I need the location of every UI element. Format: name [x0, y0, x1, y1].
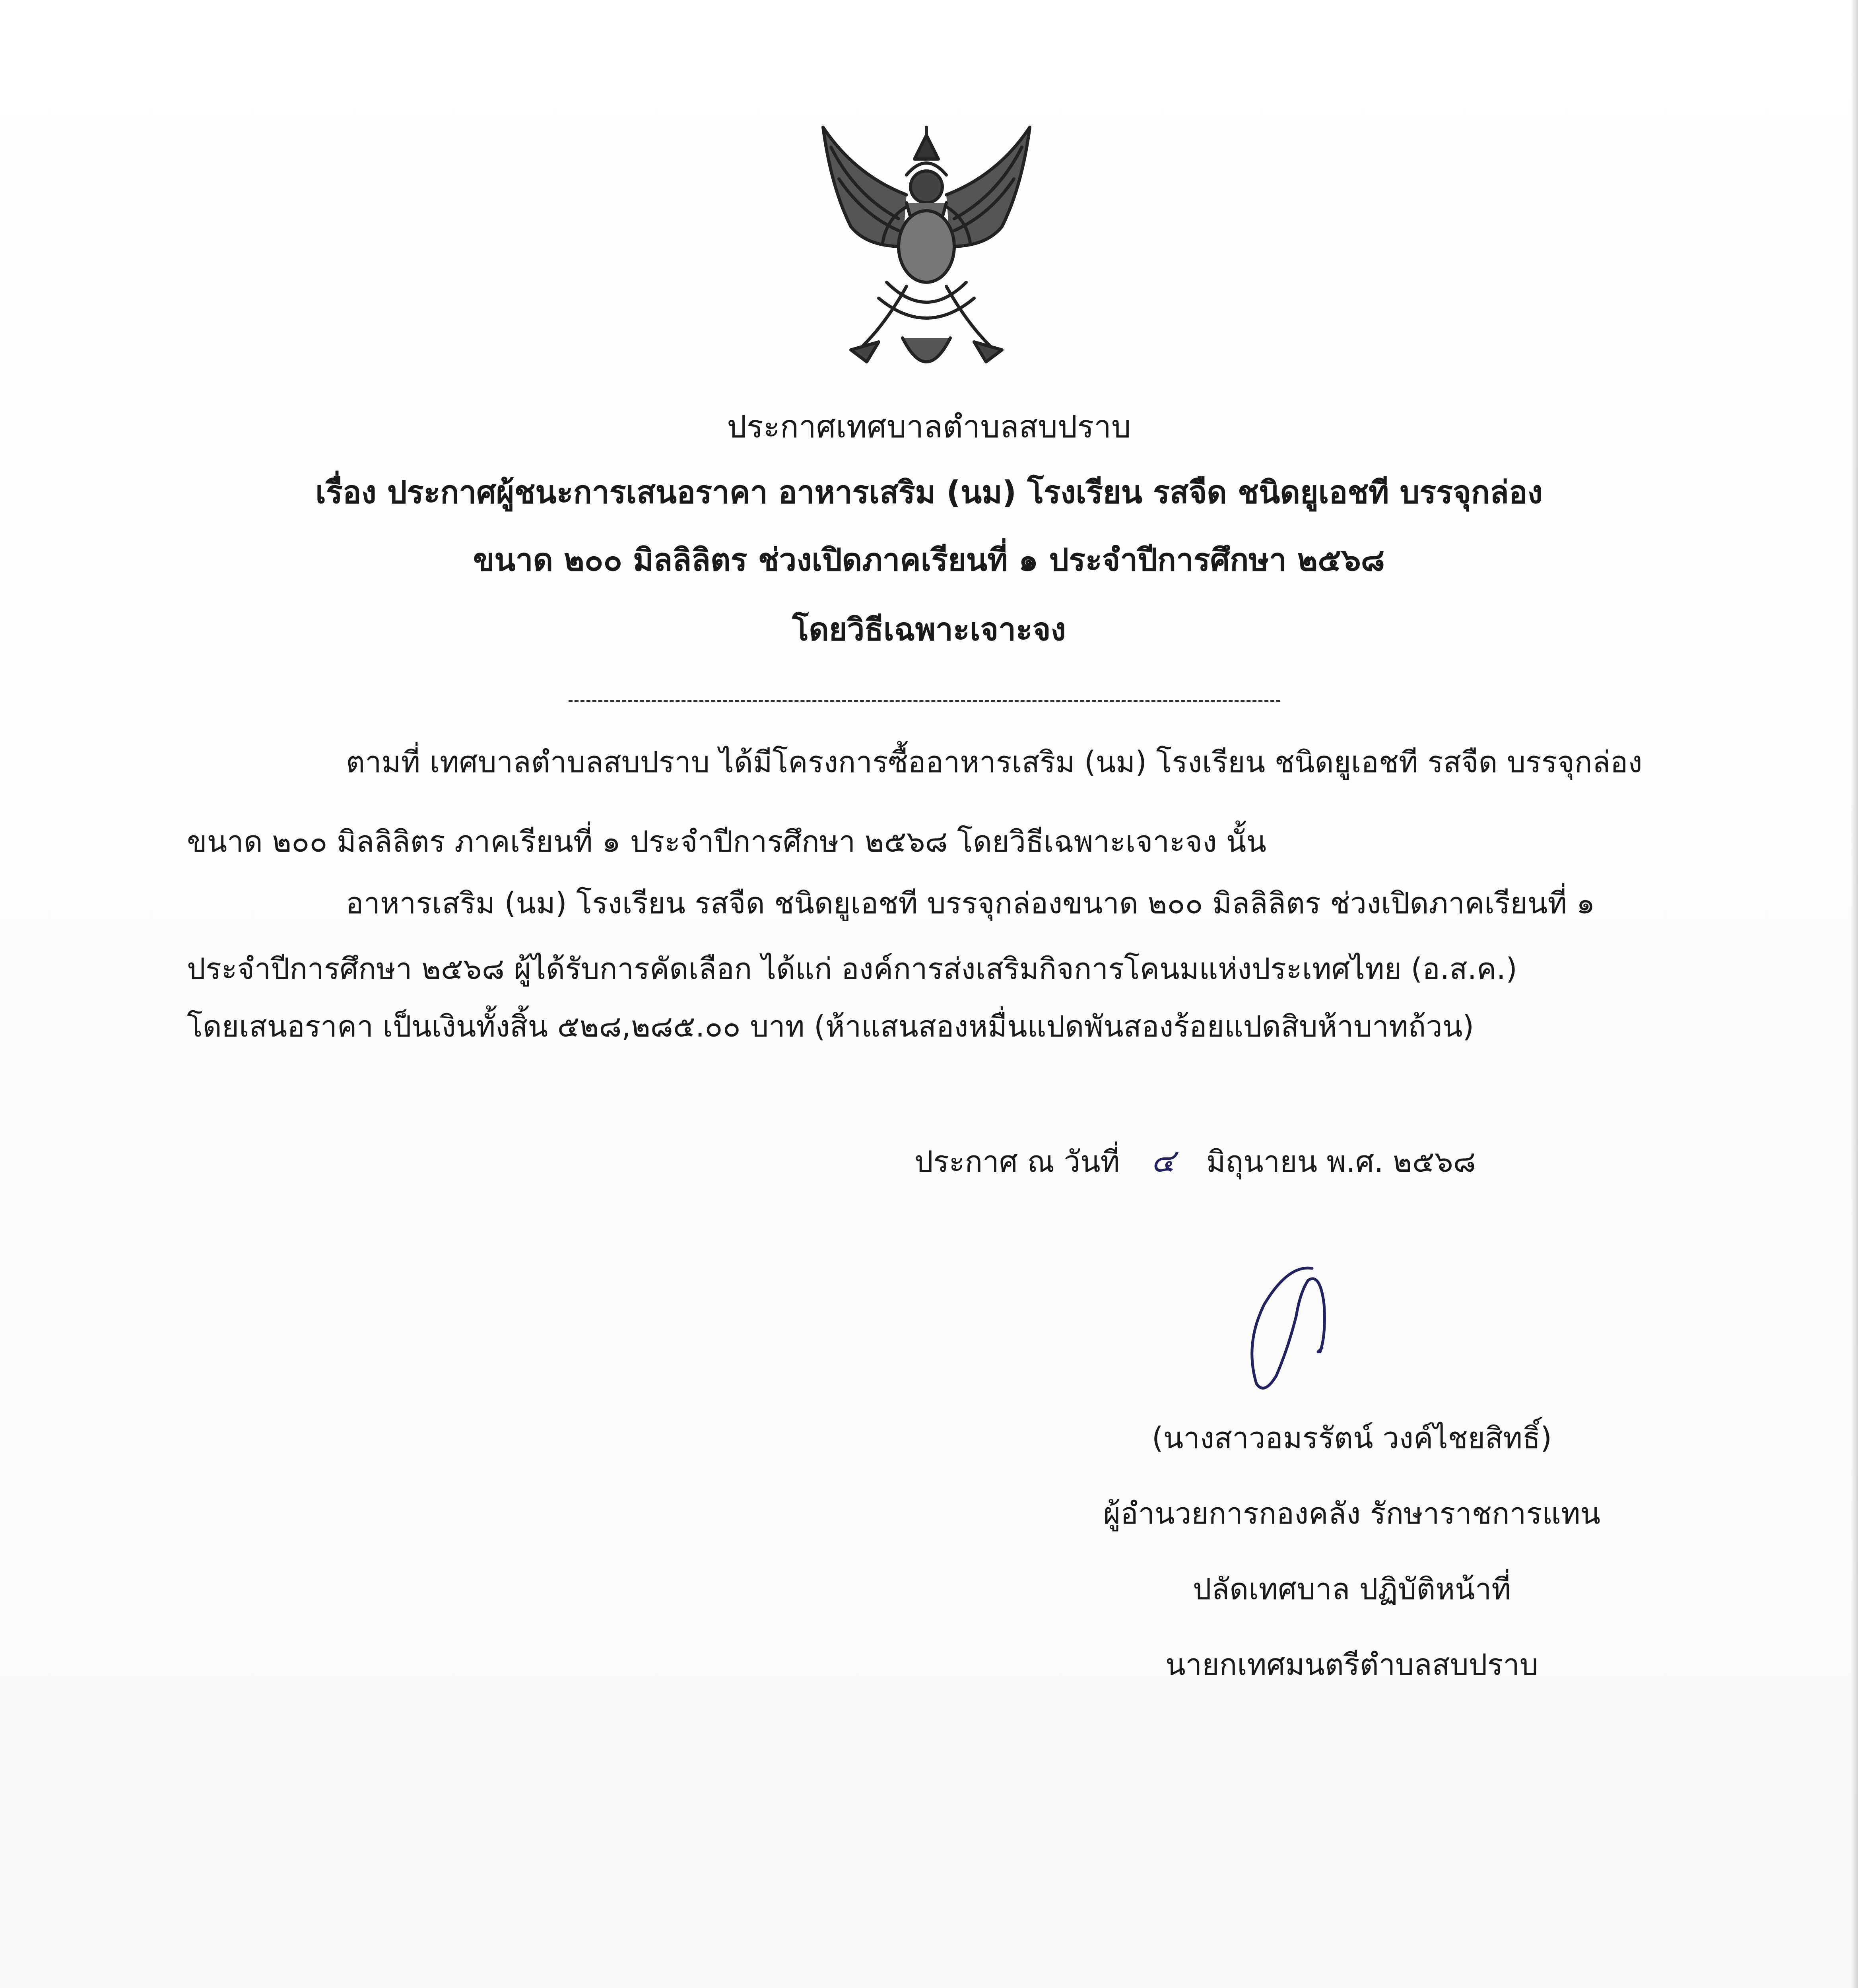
handwritten-signature: [1229, 1256, 1356, 1400]
announcement-title: ประกาศเทศบาลตำบลสบปราบ: [727, 409, 1131, 445]
announcement-date: [914, 1142, 1476, 1179]
scan-edge-right: [1851, 0, 1858, 1988]
method-line: โดยวิธีเฉพาะเจาะจง: [792, 612, 1066, 648]
signer-position-3: นายกเทศมนตรีตำบลสบปราบ: [1165, 1648, 1538, 1682]
signer-position-2: ปลัดเทศบาล ปฏิบัติหน้าที่: [1192, 1572, 1511, 1606]
date-suffix: มิถุนายน พ.ศ. ๒๕๖๘: [1206, 1145, 1476, 1179]
date-day-handwritten: ๔: [1151, 1142, 1175, 1179]
paragraph-1-line-1: ตามที่ เทศบาลตำบลสบปราบ ได้มีโครงการซื้ออาหารเสริม (นม) โรงเรียน ชนิดยูเอชที รสจืด บรรจุกล่อง: [346, 745, 1642, 779]
garuda-emblem-icon: [807, 115, 1046, 386]
paragraph-2-line-2: ประจำปีการศึกษา ๒๕๖๘ ผู้ได้รับการคัดเลือก ได้แก่ องค์การส่งเสริมกิจการโคนมแห่งประเทศไทย (อ.ส.ค.): [187, 952, 1517, 986]
paragraph-2-line-1: อาหารเสริม (นม) โรงเรียน รสจืด ชนิดยูเอชที บรรจุกล่องขนาด ๒๐๐ มิลลิลิตร ช่วงเปิดภาคเรียนที่ ๑: [346, 886, 1595, 920]
subject-line: เรื่อง ประกาศผู้ชนะการเสนอราคา อาหารเสริม (นม) โรงเรียน รสจืด ชนิดยูเอชที บรรจุกล่อง: [315, 475, 1543, 511]
date-prefix: ประกาศ ณ วันที่: [914, 1145, 1120, 1179]
subject-line-2: ขนาด ๒๐๐ มิลลิลิตร ช่วงเปิดภาคเรียนที่ ๑ ประจำปีการศึกษา ๒๕๖๘: [473, 542, 1385, 578]
paragraph-1-line-2: ขนาด ๒๐๐ มิลลิลิตร ภาคเรียนที่ ๑ ประจำปีการศึกษา ๒๕๖๘ โดยวิธีเฉพาะเจาะจง นั้น: [187, 825, 1266, 859]
signer-position-1: ผู้อำนวยการกองคลัง รักษาราชการแทน: [1103, 1497, 1601, 1531]
dashed-divider: [569, 700, 1280, 702]
paragraph-2-line-3: โดยเสนอราคา เป็นเงินทั้งสิ้น ๕๒๘,๒๘๕.๐๐ บาท (ห้าแสนสองหมื่นแปดพันสองร้อยแปดสิบห้าบาทถ้วน): [187, 1010, 1474, 1044]
signer-name: (นางสาวอมรรัตน์ วงค์ไชยสิทธิ์): [1151, 1421, 1552, 1455]
